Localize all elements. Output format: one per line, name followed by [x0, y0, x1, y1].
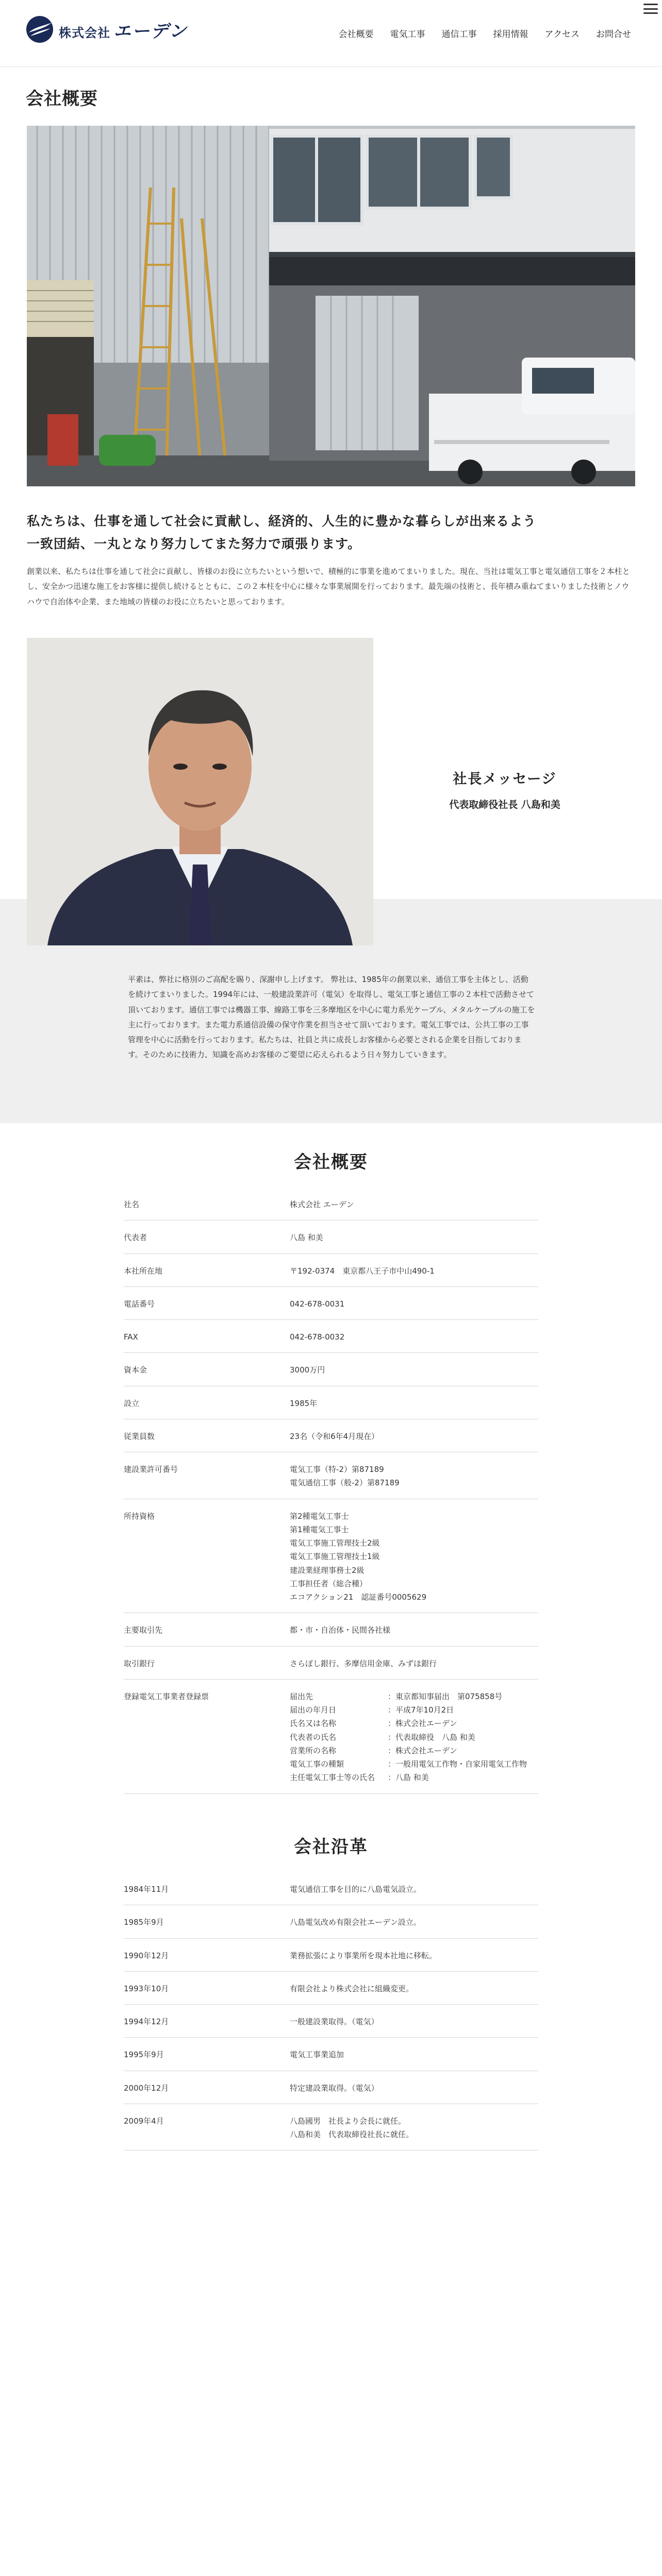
president-message-title: 社長メッセージ: [453, 771, 557, 787]
logo-mark-icon: [26, 15, 54, 43]
registration-value: ：東京都知事届出 第075858号: [388, 1691, 503, 1701]
row-value: [290, 1286, 538, 1319]
row-value-line: 電気工事施工管理技士2級: [290, 1538, 380, 1548]
history-section-title: 会社沿革: [294, 1837, 368, 1857]
table-row: [124, 1353, 538, 1386]
registration-key: 代表者の氏名: [290, 1732, 337, 1742]
row-value-line: 八島電気改め有限会社エーデン設立。: [290, 1918, 421, 1927]
row-value: [290, 2071, 538, 2104]
row-label: 建設業許可番号: [124, 1452, 290, 1499]
registration-key: 主任電気工事士等の氏名: [290, 1773, 375, 1783]
row-value-line: 3000万円: [290, 1365, 325, 1375]
table-row: [124, 2071, 538, 2104]
table-row: [124, 1872, 538, 1905]
table-row: [124, 1679, 538, 1793]
row-value-line: 工事担任者（総合種）: [290, 1579, 368, 1588]
row-value: [290, 2038, 538, 2071]
row-value: [290, 1386, 538, 1419]
registration-key: 営業所の名称: [290, 1745, 337, 1755]
row-value-line: 一般建設業取得。（電気）: [290, 2017, 379, 2026]
row-label: 2009年4月: [124, 2104, 290, 2150]
row-label: 所持資格: [124, 1499, 290, 1613]
registration-key: 届出先: [290, 1691, 313, 1701]
registration-entry: [290, 1690, 538, 1703]
main-nav: [322, 27, 632, 40]
nav-company[interactable]: 会社概要: [338, 29, 374, 40]
row-value-line: 第1種電気工事士: [290, 1524, 349, 1534]
row-label: FAX: [124, 1320, 290, 1353]
table-row: [124, 1938, 538, 1971]
row-value-line: 電気通信工事（般-2）第87189: [290, 1478, 400, 1488]
row-label: 資本金: [124, 1353, 290, 1386]
table-row: [124, 1286, 538, 1319]
row-label: 取引銀行: [124, 1646, 290, 1679]
row-label: 電話番号: [124, 1286, 290, 1319]
row-value: [290, 1353, 538, 1386]
president-message-heading: [373, 768, 636, 811]
table-row: [124, 2038, 538, 2071]
row-value: [290, 1188, 538, 1221]
row-label: 従業員数: [124, 1419, 290, 1452]
row-label: 1995年9月: [124, 2038, 290, 2071]
row-value-line: 八島和美 代表取締役社長に就任。: [290, 2130, 414, 2139]
row-value: [290, 1499, 538, 1613]
company-intro-text: 創業以来、私たちは仕事を通して社会に貢献し、皆様のお役に立ちたいという想いで、積極的に事業を進めてまいりました。現在、当社は電気工事と電気通信工事を２本柱とし、安全かつ迅速な施工をお客様に提供し続けるとともに、この２本柱を中心に様々な事業展開を行っております。最先端の技術と、長年積み重ねてまいりました技術とノウハウで自治体や企業、また地域の皆様のお役に立ちたいと思っております。: [27, 567, 630, 606]
row-label: 代表者: [124, 1221, 290, 1253]
row-value-line: 業務拡張により事業所を現本社地に移転。: [290, 1951, 437, 1960]
logo-company-name: エーデン: [113, 21, 188, 42]
overview-table: [124, 1188, 538, 1794]
history-table: [124, 1872, 538, 2150]
table-row: [124, 1971, 538, 2004]
row-value-line: 八島 和美: [290, 1233, 323, 1243]
table-row: [124, 1253, 538, 1286]
row-value: [290, 1452, 538, 1499]
registration-value: ：一般用電気工作物・自家用電気工作物: [388, 1759, 527, 1769]
table-row: [124, 1499, 538, 1613]
row-value-line: さらぼし銀行、多摩信用金庫、みずほ銀行: [290, 1658, 437, 1668]
row-value-line: 電気通信工事を目的に八島電気設立。: [290, 1885, 422, 1894]
row-label: 1993年10月: [124, 1971, 290, 2004]
registration-entry: [290, 1771, 538, 1784]
row-value-line: 特定建設業取得。（電気）: [290, 2083, 379, 2093]
row-value-line: 都・市・自治体・民間各社様: [290, 1625, 391, 1635]
row-value: [290, 1905, 538, 1938]
nav-telecom[interactable]: 通信工事: [441, 29, 477, 40]
logo-prefix: 株式会社: [59, 25, 110, 40]
row-value: [290, 1679, 538, 1793]
row-label: 1984年11月: [124, 1872, 290, 1905]
row-label: 1990年12月: [124, 1938, 290, 1971]
row-value-line: 株式会社 エーデン: [290, 1200, 354, 1209]
registration-key: 電気工事の種類: [290, 1759, 344, 1769]
row-label: 主要取引先: [124, 1613, 290, 1646]
site-logo[interactable]: [26, 15, 187, 43]
row-value: [290, 1872, 538, 1905]
registration-key: 届出の年月日: [290, 1705, 337, 1715]
registration-value: ：八島 和美: [388, 1773, 429, 1783]
row-value: [290, 1419, 538, 1452]
company-building-photo: [27, 126, 635, 486]
row-value-line: 23名（令和6年4月現在）: [290, 1431, 379, 1441]
page-title: 会社概要: [26, 89, 98, 109]
registration-entry: [290, 1703, 538, 1717]
nav-contact[interactable]: お問合せ: [596, 29, 631, 40]
row-label: 登録電気工事業者登録票: [124, 1679, 290, 1793]
row-value-line: 八島國男 社長より会長に就任。: [290, 2116, 406, 2126]
table-row: [124, 1419, 538, 1452]
row-value: [290, 1646, 538, 1679]
table-row: [124, 1613, 538, 1646]
row-label: 1985年9月: [124, 1905, 290, 1938]
row-value-line: 〒192-0374 東京都八王子市中山490-1: [290, 1266, 435, 1276]
company-lead: [27, 510, 635, 555]
nav-recruit[interactable]: 採用情報: [493, 29, 528, 40]
row-value-line: 有限会社より株式会社に組織変更。: [290, 1984, 414, 1993]
site-header: [0, 0, 662, 67]
president-message-body: 平素は、弊社に格別のご高配を賜り、深謝申し上げます。 弊社は、1985年の創業以来、通信工事を主体とし、活動を続けてまいりました。1994年には、一般建設業許可（電気）を取得し、電気工事と通信工事の２本柱で活動させて頂いております。通信工事では機器工事、線路工事を三多摩地区を中心に電力系光ケーブル、メタルケーブルの施工を主に行っております。また電力系通信設備の保守作業を担当させて頂いております。電気工事では、公共工事の工事管理を中心に活動を行っております。私たちは、社員と共に成長しお客様から必要とされる企業を目指しております。そのために技術力、知識を高めお客様のご要望に応えられるよう日々努力していきます。: [128, 975, 535, 1060]
row-value-line: 042-678-0031: [290, 1299, 345, 1309]
row-value-line: 042-678-0032: [290, 1332, 345, 1342]
lead-line-1: 私たちは、仕事を通して社会に貢献し、経済的、人生的に豊かな暮らしが出来るよう: [27, 514, 537, 529]
nav-electric[interactable]: 電気工事: [390, 29, 425, 40]
row-value: [290, 2104, 538, 2150]
row-value: [290, 1253, 538, 1286]
table-row: [124, 2005, 538, 2038]
table-row: [124, 1905, 538, 1938]
registration-entry: [290, 1717, 538, 1730]
table-row: [124, 1320, 538, 1353]
registration-entry: [290, 1744, 538, 1757]
overview-section-title: 会社概要: [294, 1152, 368, 1173]
registration-value: ：株式会社エーデン: [388, 1745, 457, 1755]
registration-value: ：代表取締役 八島 和美: [388, 1732, 475, 1742]
row-label: 設立: [124, 1386, 290, 1419]
registration-key: 氏名又は名称: [290, 1719, 337, 1728]
registration-entry: [290, 1757, 538, 1771]
row-value: [290, 1221, 538, 1253]
president-portrait: [27, 638, 373, 945]
row-value: [290, 2005, 538, 2038]
table-row: [124, 1452, 538, 1499]
president-signature: 代表取締役社長 八島和美: [449, 799, 560, 810]
row-value-line: 建設業経理事務士2級: [290, 1565, 365, 1575]
row-value-line: エコアクション21 認証番号0005629: [290, 1592, 427, 1602]
row-value: [290, 1613, 538, 1646]
row-value-line: 電気工事（特-2）第87189: [290, 1465, 384, 1474]
row-label: 本社所在地: [124, 1253, 290, 1286]
registration-value: ：平成7年10月2日: [388, 1705, 454, 1715]
row-label: 2000年12月: [124, 2071, 290, 2104]
row-value: [290, 1938, 538, 1971]
row-value-line: 電気工事施工管理技士1級: [290, 1552, 380, 1562]
table-row: [124, 1646, 538, 1679]
table-row: [124, 1221, 538, 1253]
row-label: 社名: [124, 1188, 290, 1221]
row-value-line: 電気工事業追加: [290, 2050, 344, 2060]
row-value-line: 1985年: [290, 1398, 318, 1408]
row-value: [290, 1971, 538, 2004]
nav-access[interactable]: アクセス: [544, 29, 580, 40]
table-row: [124, 1188, 538, 1221]
row-value-line: 第2種電気工事士: [290, 1511, 349, 1521]
registration-value: ：株式会社エーデン: [388, 1719, 457, 1728]
row-label: 1994年12月: [124, 2005, 290, 2038]
hamburger-menu-icon[interactable]: [643, 2, 658, 15]
lead-line-2: 一致団結、一丸となり努力してまた努力で頑張ります。: [27, 536, 361, 551]
registration-entry: [290, 1731, 538, 1744]
table-row: [124, 2104, 538, 2150]
row-value: [290, 1320, 538, 1353]
table-row: [124, 1386, 538, 1419]
